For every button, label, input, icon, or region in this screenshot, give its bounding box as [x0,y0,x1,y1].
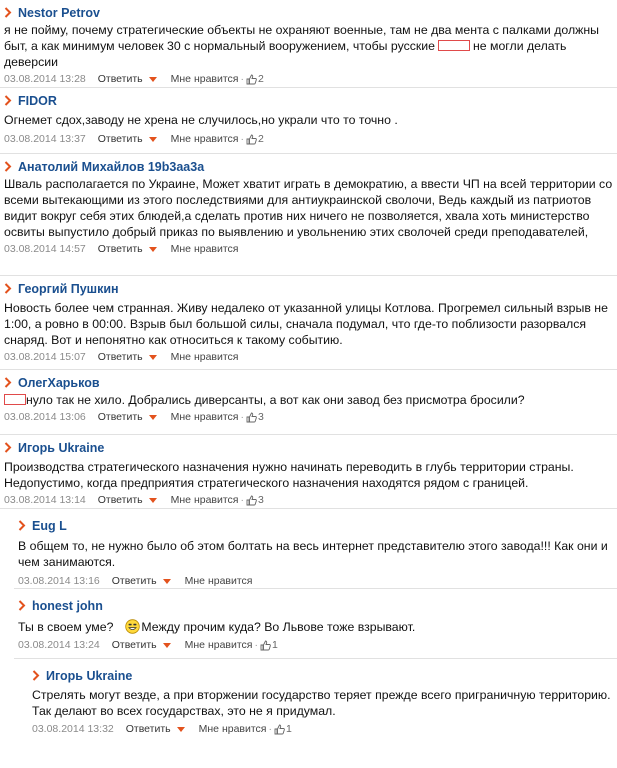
separator: · [240,411,244,423]
separator: · [240,133,244,145]
comment-date: 03.08.2014 15:07 [4,351,86,363]
comment-text: Огнемет сдох,заводу не хрена не случилось,но украли что то точно . [4,113,398,127]
comment-reply [28,659,617,753]
reply-button[interactable]: Ответить [97,243,143,255]
separator: · [240,73,244,85]
comment-header [4,374,613,391]
reply-button[interactable]: Ответить [97,351,143,363]
separator: · [240,494,244,506]
like-count: 2 [258,73,264,85]
caret-down-icon[interactable] [163,579,171,584]
chevron-right-icon [4,283,14,295]
comment-date: 03.08.2014 14:57 [4,243,86,255]
comment-date: 03.08.2014 13:14 [4,494,86,506]
comment-date: 03.08.2014 13:32 [32,723,114,735]
chevron-right-icon [4,377,14,389]
comment-meta [4,410,613,424]
like-button[interactable]: Мне нравится [170,243,239,255]
reply-button[interactable]: Ответить [97,133,143,145]
comment-meta [4,350,613,364]
comment [0,435,617,509]
comment-author[interactable]: honest john [32,598,103,613]
comment-text: Шваль располагается по Украине, Может хватит играть в демократию, а ввести ЧП на всей территории со всеми вытекающими из этого последствиями для антиукраинской сволочи, Ведь каждый из патриотов видит вокруг себя этих блюдей,а сделать против них ничего не позволяется, хвала хоть министерство освиты выпустило добрый приказ по выявлению и увольнению этих сволочей среди преподавателей, [4,177,613,239]
like-button[interactable]: Мне нравится [184,575,253,587]
reply-button[interactable]: Ответить [125,723,171,735]
comment-header [4,4,613,21]
thumbs-up-icon[interactable] [246,495,257,506]
reply-button[interactable]: Ответить [97,494,143,506]
caret-down-icon[interactable] [149,415,157,420]
comment [0,0,617,88]
like-button[interactable]: Мне нравится [170,411,239,423]
comment-header [32,667,613,684]
chevron-right-icon [32,670,42,682]
chevron-right-icon [18,600,28,612]
like-count: 1 [286,723,292,735]
like-button[interactable]: Мне нравится [170,351,239,363]
like-button[interactable]: Мне нравится [198,723,267,735]
reply-button[interactable]: Ответить [97,411,143,423]
caret-down-icon[interactable] [149,137,157,142]
like-count: 2 [258,133,264,145]
comment-author[interactable]: Игорь Ukraine [18,440,105,455]
caret-down-icon[interactable] [163,643,171,648]
comment-date: 03.08.2014 13:37 [4,133,86,145]
separator: · [268,723,272,735]
caret-down-icon[interactable] [149,498,157,503]
comment-header [4,92,613,109]
thumbs-up-icon[interactable] [274,724,285,735]
comment-header [18,517,613,534]
caret-down-icon[interactable] [149,355,157,360]
reply-button[interactable]: Ответить [97,73,143,85]
separator: · [254,639,258,651]
comment-text: я не пойму, почему стратегические объекты не охраняют военные, там не два мента с палками должны быт, а как минимум человек 30 с нормальный вооружением, чтобы русские не могли делать деверсии [4,23,599,69]
comment [0,154,617,276]
comment-header [18,597,613,614]
censored-word-box [438,40,470,51]
comment-date: 03.08.2014 13:06 [4,411,86,423]
reply-button[interactable]: Ответить [111,639,157,651]
comment [0,276,617,370]
caret-down-icon[interactable] [149,77,157,82]
comment-meta [4,493,613,507]
like-button[interactable]: Мне нравится [170,133,239,145]
like-button[interactable]: Мне нравится [184,639,253,651]
comment-meta [4,132,613,146]
comment-author[interactable]: Георгий Пушкин [18,281,119,296]
comment-date: 03.08.2014 13:28 [4,73,86,85]
comment-text: Ты в своем уме? Между прочим куда? Во Львове тоже взрывают. [18,620,416,634]
comment-text: нуло так не хило. Добрались диверсанты, а вот как они завод без присмотра бросили? [4,392,613,408]
comment-text: Новость более чем странная. Живу недалеко от указанной улицы Котлова. Прогремел сильный взрыв не 1:00, а ровно в 00:00. Взрыв был большой силы, сначала подумал, что где-то поблизости разорвался снаряд. Вот и непонятно как относиться к такому событию. [4,301,608,347]
chevron-right-icon [18,520,28,532]
thumbs-up-icon[interactable] [246,134,257,145]
chevron-right-icon [4,442,14,454]
like-count: 3 [258,494,264,506]
comment-author[interactable]: Eug L [32,518,67,533]
comment-meta [18,638,613,652]
chevron-right-icon [4,95,14,107]
caret-down-icon[interactable] [149,247,157,252]
comment [0,370,617,435]
comment-author[interactable]: Игорь Ukraine [46,668,133,683]
comment-text: Стрелять могут везде, а при вторжении государство теряет прежде всего приграничную территорию. Так делают во всех государствах, это не я придумал. [32,688,611,718]
chevron-right-icon [4,7,14,19]
comment-header [4,439,613,456]
comment [0,88,617,154]
comment-header [4,280,613,297]
comment-meta [4,242,613,256]
comment-meta [4,72,613,86]
comment-author[interactable]: Анатолий Михайлов 19b3aa3a [18,159,205,174]
comment-date: 03.08.2014 13:16 [18,575,100,587]
chevron-right-icon [4,161,14,173]
comment-header [4,158,613,175]
smiley-icon [125,619,140,634]
like-count: 1 [272,639,278,651]
comment-meta [18,574,613,588]
comment-author[interactable]: ОлегХарьков [18,375,100,390]
comment-meta [32,722,613,736]
like-button[interactable]: Мне нравится [170,494,239,506]
comment-reply [14,589,617,659]
comment-reply [14,509,617,589]
comment-text: Производства стратегического назначения нужно начинать переводить в глубь территории страны. Недопустимо, когда предприятия стратегического назначения находятся рядом с границей. [4,460,574,490]
like-count: 3 [258,411,264,423]
caret-down-icon[interactable] [177,727,185,732]
thumbs-up-icon[interactable] [246,412,257,423]
thumbs-up-icon[interactable] [246,74,257,85]
comment-date: 03.08.2014 13:24 [18,639,100,651]
reply-button[interactable]: Ответить [111,575,157,587]
like-button[interactable]: Мне нравится [170,73,239,85]
comment-author[interactable]: Nestor Petrov [18,5,100,20]
thumbs-up-icon[interactable] [260,640,271,651]
comment-author[interactable]: FIDOR [18,93,57,108]
comment-text: В общем то, не нужно было об этом болтать на весь интернет представителю этого завода!!! Как они и чем занимаются. [18,539,608,569]
censored-word-box [4,394,26,405]
